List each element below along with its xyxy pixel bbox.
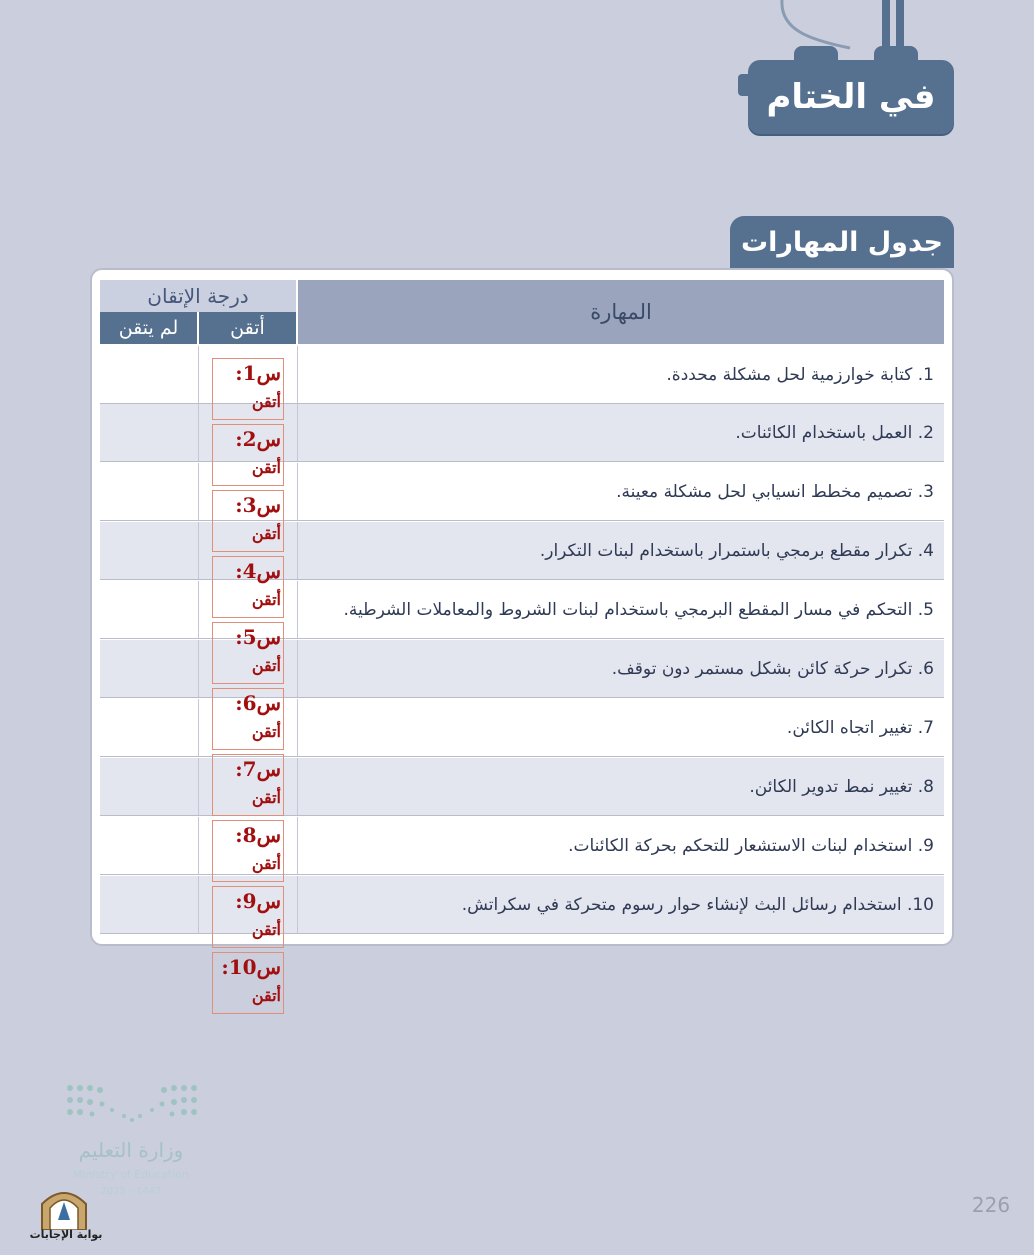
answer-box[interactable] bbox=[212, 820, 284, 882]
answer-box[interactable] bbox=[212, 424, 284, 486]
skill-text: 1. كتابة خوارزمية لحل مشكلة محددة. bbox=[666, 364, 934, 385]
answer-value: أتقن bbox=[251, 524, 281, 543]
ministry-name-arabic: وزارة التعليم bbox=[78, 1138, 184, 1162]
master-column-header: أتقن bbox=[199, 312, 296, 344]
answer-box[interactable] bbox=[212, 754, 284, 816]
ministry-name-english: Ministry of Education bbox=[72, 1168, 189, 1181]
skill-text: 2. العمل باستخدام الكائنات. bbox=[735, 422, 934, 443]
skill-text: 3. تصميم مخطط انسيابي لحل مشكلة معينة. bbox=[616, 481, 934, 502]
answer-question: س9: bbox=[235, 889, 281, 913]
answer-value: أتقن bbox=[251, 986, 281, 1005]
answer-value: أتقن bbox=[251, 392, 281, 411]
skill-text: 5. التحكم في مسار المقطع البرمجي باستخدام لبنات الشروط والمعاملات الشرطية. bbox=[343, 599, 934, 620]
page-title: في الختام bbox=[766, 77, 936, 117]
answer-box[interactable] bbox=[212, 556, 284, 618]
answer-value: أتقن bbox=[251, 920, 281, 939]
skill-column-header: المهارة bbox=[298, 280, 944, 344]
ministry-dots-icon bbox=[62, 1080, 202, 1130]
answer-box[interactable] bbox=[212, 952, 284, 1014]
skill-text: 4. تكرار مقطع برمجي باستمرار باستخدام لبنات التكرار. bbox=[539, 540, 934, 561]
answer-value: أتقن bbox=[251, 590, 281, 609]
answer-box[interactable] bbox=[212, 886, 284, 948]
skill-text: 7. تغيير اتجاه الكائن. bbox=[786, 717, 934, 738]
skill-text: 8. تغيير نمط تدوير الكائن. bbox=[749, 776, 934, 797]
page-number: 226 bbox=[971, 1193, 1011, 1217]
answer-question: س1: bbox=[235, 361, 281, 385]
answer-question: س6: bbox=[235, 691, 281, 715]
skill-text: 6. تكرار حركة كائن بشكل مستمر دون توقف. bbox=[611, 658, 934, 679]
not-master-column-header: لم يتقن bbox=[100, 312, 197, 344]
answer-value: أتقن bbox=[251, 788, 281, 807]
answer-box[interactable] bbox=[212, 490, 284, 552]
answer-value: أتقن bbox=[251, 722, 281, 741]
answer-question: س4: bbox=[235, 559, 281, 583]
answer-value: أتقن bbox=[251, 458, 281, 477]
answer-question: س10: bbox=[221, 955, 281, 979]
answer-value: أتقن bbox=[251, 854, 281, 873]
answer-box[interactable] bbox=[212, 358, 284, 420]
answer-value: أتقن bbox=[251, 656, 281, 675]
answer-box[interactable] bbox=[212, 688, 284, 750]
portal-arch-icon bbox=[36, 1186, 92, 1230]
answer-question: س5: bbox=[235, 625, 281, 649]
answer-question: س3: bbox=[235, 493, 281, 517]
skill-text: 9. استخدام لبنات الاستشعار للتحكم بحركة الكائنات. bbox=[568, 835, 934, 856]
skill-text: 10. استخدام رسائل البث لإنشاء حوار رسوم متحركة في سكراتش. bbox=[461, 894, 934, 915]
degree-column-header: درجة الإتقان bbox=[100, 280, 296, 312]
ministry-year: 2025 - 1447 bbox=[100, 1186, 162, 1197]
portal-name: بوابة الإجابات bbox=[29, 1228, 103, 1241]
answer-question: س7: bbox=[235, 757, 281, 781]
answer-question: س2: bbox=[235, 427, 281, 451]
header-tag bbox=[748, 60, 954, 134]
answer-box[interactable] bbox=[212, 622, 284, 684]
section-title: جدول المهارات bbox=[730, 216, 954, 268]
answer-question: س8: bbox=[235, 823, 281, 847]
